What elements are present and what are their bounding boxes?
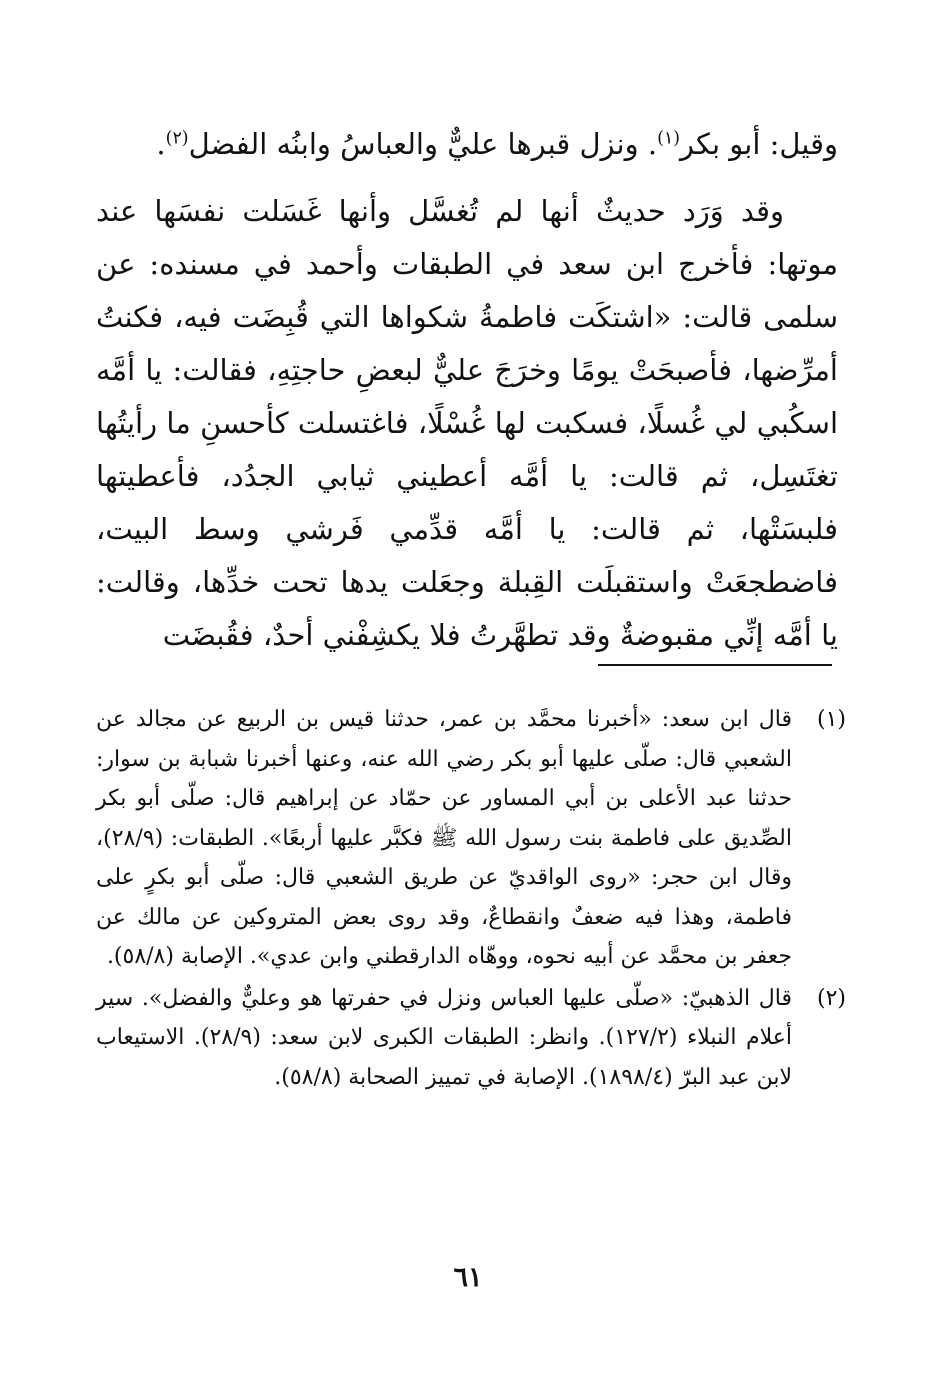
footnote-1 [96,700,846,977]
footnotes [96,700,846,1099]
footnote-number: (١) [816,707,846,732]
paragraph-1 [96,118,838,171]
page-number: ٦١ [453,1262,483,1293]
paragraph-1-text-c: . [156,127,166,161]
footnote-number: (٢) [816,985,846,1011]
footnote-ref-2[interactable]: (٢) [165,128,189,149]
footnote-ref-1[interactable]: (١) [657,128,680,149]
main-text [96,118,838,662]
footnote-divider [598,664,832,666]
footnote-text: قال الذهبيّ: «صلّى عليها العباس ونزل في حفرتها هو وعليٌّ والفضل». سير أعلام النبلاء (١٢٧/٢). وانظر: الطبقات الكبرى لابن سعد: (٢٨/٩). الاستيعاب لابن عبد البرّ (١٨٩٨/٤). الإصابة في تمييز الصحابة (٥٨/٨). [96,985,792,1090]
footnote-2 [96,979,846,1098]
paragraph-2: وقد وَرَد حديثٌ أنها لم تُغسَّل وأنها غَسَلت نفسَها عند موتها: فأخرج ابن سعد في الطبقات وأحمد في مسنده: عن سلمى قالت: «اشتكَت فاطمةُ شكواها التي قُبِضَت فيه، فكنتُ أمرِّضها، فأصبحَتْ يومًا وخرَجَ عليٌّ لبعضِ حاجتِهِ، فقالت: يا أمَّه اسكُبي لي غُسلًا، فسكبت لها غُسْلًا، فاغتسلت كأحسنِ ما رأيتُها تغتَسِل، ثم قالت: يا أمَّه أعطيني ثيابي الجدُد، فأعطيتها فلبسَتْها، ثم قالت: يا أمَّه قدِّمي فَرشي وسط البيت، فاضطجعَتْ واستقبلَت القِبلة وجعَلت يدها تحت خدِّها، وقالت: يا أمَّه إنِّي مقبوضةٌ وقد تطهَّرتُ فلا يكشِفْني أحدٌ، فقُبضَت [96,194,838,652]
paragraph-1-text-b: . ونزل قبرها عليٌّ والعباسُ وابنُه الفضل [188,127,658,161]
paragraph-1-text-a: وقيل: أبو بكر [680,127,838,161]
footnote-text: قال ابن سعد: «أخبرنا محمَّد بن عمر، حدثنا قيس بن الربيع عن مجالد عن الشعبي قال: صلّى عليها أبو بكر رضي الله عنه، وعنها أخبرنا شبابة بن سوار: حدثنا عبد الأعلى بن أبي المساور عن حمّاد عن إبراهيم قال: صلّى أبو بكر الصِّديق على فاطمة بنت رسول الله ﷺ فكبَّر عليها أربعًا». الطبقات: (٢٨/٩)، وقال ابن حجر: «روى الواقديّ عن طريق الشعبي قال: صلّى أبو بكرٍ على فاطمة، وهذا فيه ضعفٌ وانقطاعٌ، وقد روى بعض المتروكين عن مالك عن جعفر بن محمَّد عن أبيه نحوه، ووهّاه الدارقطني وابن عدي». الإصابة (٥٨/٨). [96,707,792,969]
